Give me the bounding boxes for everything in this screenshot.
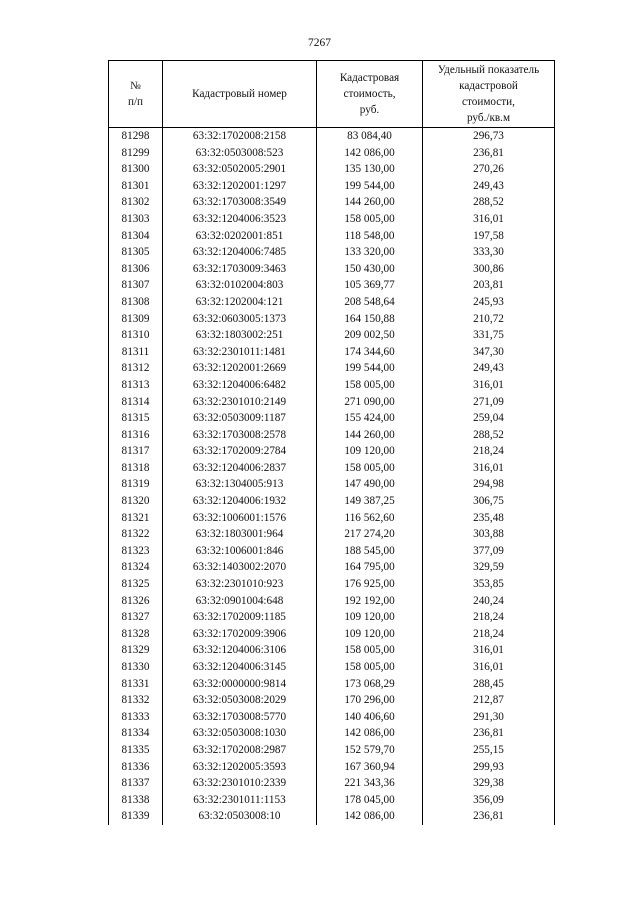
table-row (109, 775, 555, 792)
row-index: 81326 (109, 593, 163, 610)
row-index: 81314 (109, 394, 163, 411)
row-index: 81319 (109, 476, 163, 493)
cadastral-number: 63:32:1204006:2837 (163, 460, 317, 477)
row-index: 81304 (109, 228, 163, 245)
cadastral-value: 221 343,36 (317, 775, 423, 792)
table-row (109, 344, 555, 361)
cadastral-number: 63:32:0503009:1187 (163, 410, 317, 427)
cadastral-number: 63:32:0503008:10 (163, 808, 317, 825)
cadastral-value: 208 548,64 (317, 294, 423, 311)
cadastral-number: 63:32:1202001:2669 (163, 360, 317, 377)
row-index: 81334 (109, 725, 163, 742)
specific-value: 296,73 (423, 128, 555, 145)
cadastral-value: 209 002,50 (317, 327, 423, 344)
table-row (109, 792, 555, 809)
cadastral-number: 63:32:0901004:648 (163, 593, 317, 610)
cadastral-value: 149 387,25 (317, 493, 423, 510)
specific-value: 245,93 (423, 294, 555, 311)
specific-value: 249,43 (423, 360, 555, 377)
table-row (109, 244, 555, 261)
row-index: 81302 (109, 194, 163, 211)
table-row (109, 128, 555, 145)
table-row (109, 808, 555, 825)
cadastral-value: 199 544,00 (317, 178, 423, 195)
table-row (109, 759, 555, 776)
cadastral-number: 63:32:1702008:2158 (163, 128, 317, 145)
cadastral-number: 63:32:1703008:3549 (163, 194, 317, 211)
table-row (109, 427, 555, 444)
row-index: 81325 (109, 576, 163, 593)
specific-value: 329,59 (423, 559, 555, 576)
cadastral-value: 271 090,00 (317, 394, 423, 411)
cadastral-value: 133 320,00 (317, 244, 423, 261)
table-row (109, 543, 555, 560)
cadastral-value: 105 369,77 (317, 277, 423, 294)
cadastral-number: 63:32:1703008:2578 (163, 427, 317, 444)
cadastral-number: 63:32:1204006:3145 (163, 659, 317, 676)
table-row (109, 559, 555, 576)
row-index: 81318 (109, 460, 163, 477)
row-index: 81300 (109, 161, 163, 178)
cadastral-number: 63:32:1202004:121 (163, 294, 317, 311)
table-row (109, 394, 555, 411)
specific-value: 212,87 (423, 692, 555, 709)
cadastral-value: 178 045,00 (317, 792, 423, 809)
specific-value: 259,04 (423, 410, 555, 427)
table-row (109, 377, 555, 394)
cadastral-number: 63:32:0000000:9814 (163, 676, 317, 693)
cadastral-value: 158 005,00 (317, 460, 423, 477)
row-index: 81322 (109, 526, 163, 543)
specific-value: 288,52 (423, 194, 555, 211)
table-row (109, 161, 555, 178)
header-line: кадастровой (459, 80, 518, 92)
row-index: 81329 (109, 642, 163, 659)
cadastral-number: 63:32:1204006:1932 (163, 493, 317, 510)
specific-value: 218,24 (423, 443, 555, 460)
table-row (109, 742, 555, 759)
specific-value: 356,09 (423, 792, 555, 809)
cadastral-number: 63:32:1702009:1185 (163, 609, 317, 626)
specific-value: 316,01 (423, 460, 555, 477)
cadastral-value: 116 562,60 (317, 510, 423, 527)
cadastral-number: 63:32:0503008:1030 (163, 725, 317, 742)
cadastral-value: 158 005,00 (317, 377, 423, 394)
specific-value: 236,81 (423, 808, 555, 825)
row-index: 81317 (109, 443, 163, 460)
cadastral-number: 63:32:1006001:846 (163, 543, 317, 560)
specific-value: 299,93 (423, 759, 555, 776)
cadastral-number: 63:32:1006001:1576 (163, 510, 317, 527)
specific-value: 347,30 (423, 344, 555, 361)
cadastral-number: 63:32:1204006:6482 (163, 377, 317, 394)
row-index: 81301 (109, 178, 163, 195)
specific-value: 333,30 (423, 244, 555, 261)
cadastral-number: 63:32:1803002:251 (163, 327, 317, 344)
cadastral-value: 170 296,00 (317, 692, 423, 709)
row-index: 81336 (109, 759, 163, 776)
row-index: 81327 (109, 609, 163, 626)
cadastral-number: 63:32:2301010:923 (163, 576, 317, 593)
row-index: 81332 (109, 692, 163, 709)
cadastral-number: 63:32:1702009:2784 (163, 443, 317, 460)
table-row (109, 360, 555, 377)
cadastral-value: 135 130,00 (317, 161, 423, 178)
table-row (109, 659, 555, 676)
table-row (109, 261, 555, 278)
row-index: 81331 (109, 676, 163, 693)
specific-value: 240,24 (423, 593, 555, 610)
row-index: 81337 (109, 775, 163, 792)
cadastral-number: 63:32:1702009:3906 (163, 626, 317, 643)
cadastral-value: 158 005,00 (317, 659, 423, 676)
specific-value: 306,75 (423, 493, 555, 510)
specific-value: 203,81 (423, 277, 555, 294)
header-line: Кадастровая (339, 72, 400, 84)
header-line: Кадастровый номер (192, 88, 287, 100)
table-row (109, 327, 555, 344)
row-index: 81328 (109, 626, 163, 643)
header-specific-value (423, 61, 555, 128)
specific-value: 255,15 (423, 742, 555, 759)
row-index: 81316 (109, 427, 163, 444)
cadastral-value: 188 545,00 (317, 543, 423, 560)
table-row (109, 493, 555, 510)
cadastral-number: 63:32:1703009:3463 (163, 261, 317, 278)
row-index: 81321 (109, 510, 163, 527)
table-row (109, 443, 555, 460)
cadastral-value: 158 005,00 (317, 642, 423, 659)
specific-value: 300,86 (423, 261, 555, 278)
cadastral-number: 63:32:1304005:913 (163, 476, 317, 493)
specific-value: 294,98 (423, 476, 555, 493)
cadastral-number: 63:32:1204006:3523 (163, 211, 317, 228)
table-row (109, 576, 555, 593)
header-line: стоимость, (343, 88, 396, 100)
row-index: 81313 (109, 377, 163, 394)
cadastral-value: 152 579,70 (317, 742, 423, 759)
row-index: 81335 (109, 742, 163, 759)
row-index: 81338 (109, 792, 163, 809)
cadastral-value: 158 005,00 (317, 211, 423, 228)
row-index: 81323 (109, 543, 163, 560)
table-row (109, 211, 555, 228)
table-row (109, 510, 555, 527)
cadastral-number: 63:32:0202001:851 (163, 228, 317, 245)
specific-value: 288,45 (423, 676, 555, 693)
row-index: 81305 (109, 244, 163, 261)
row-index: 81324 (109, 559, 163, 576)
cadastral-value: 109 120,00 (317, 443, 423, 460)
cadastral-number: 63:32:1803001:964 (163, 526, 317, 543)
cadastral-value: 164 150,88 (317, 311, 423, 328)
cadastral-number: 63:32:1204006:7485 (163, 244, 317, 261)
row-index: 81312 (109, 360, 163, 377)
header-cadastral-number (163, 61, 317, 128)
cadastral-table (108, 60, 555, 825)
table-row (109, 311, 555, 328)
table-row (109, 194, 555, 211)
header-cadastral-value (317, 61, 423, 128)
specific-value: 288,52 (423, 427, 555, 444)
specific-value: 236,81 (423, 145, 555, 162)
page-number: 7267 (308, 37, 331, 49)
table-row (109, 626, 555, 643)
row-index: 81309 (109, 311, 163, 328)
specific-value: 249,43 (423, 178, 555, 195)
header-line: руб./кв.м (466, 112, 511, 124)
table-row (109, 277, 555, 294)
header-line: стоимости, (462, 96, 515, 108)
specific-value: 291,30 (423, 709, 555, 726)
table-row (109, 410, 555, 427)
specific-value: 316,01 (423, 211, 555, 228)
header-line: № (130, 80, 141, 92)
table-row (109, 609, 555, 626)
cadastral-number: 63:32:1703008:5770 (163, 709, 317, 726)
cadastral-value: 83 084,40 (317, 128, 423, 145)
specific-value: 316,01 (423, 659, 555, 676)
specific-value: 303,88 (423, 526, 555, 543)
specific-value: 331,75 (423, 327, 555, 344)
specific-value: 197,58 (423, 228, 555, 245)
table-body (109, 128, 555, 825)
row-index: 81308 (109, 294, 163, 311)
table-row (109, 145, 555, 162)
cadastral-number: 63:32:0503008:2029 (163, 692, 317, 709)
row-index: 81333 (109, 709, 163, 726)
table-row (109, 294, 555, 311)
specific-value: 316,01 (423, 642, 555, 659)
row-index: 81310 (109, 327, 163, 344)
cadastral-number: 63:32:1202001:1297 (163, 178, 317, 195)
row-index: 81311 (109, 344, 163, 361)
cadastral-value: 176 925,00 (317, 576, 423, 593)
cadastral-value: 167 360,94 (317, 759, 423, 776)
cadastral-value: 174 344,60 (317, 344, 423, 361)
specific-value: 377,09 (423, 543, 555, 560)
table-row (109, 228, 555, 245)
table-row (109, 709, 555, 726)
cadastral-value: 199 544,00 (317, 360, 423, 377)
cadastral-number: 63:32:2301011:1153 (163, 792, 317, 809)
specific-value: 353,85 (423, 576, 555, 593)
specific-value: 329,38 (423, 775, 555, 792)
cadastral-value: 192 192,00 (317, 593, 423, 610)
cadastral-number: 63:32:1702008:2987 (163, 742, 317, 759)
table-row (109, 642, 555, 659)
cadastral-value: 147 490,00 (317, 476, 423, 493)
table-row (109, 593, 555, 610)
specific-value: 271,09 (423, 394, 555, 411)
cadastral-value: 118 548,00 (317, 228, 423, 245)
row-index: 81339 (109, 808, 163, 825)
cadastral-value: 173 068,29 (317, 676, 423, 693)
row-index: 81298 (109, 128, 163, 145)
cadastral-value: 144 260,00 (317, 427, 423, 444)
cadastral-value: 150 430,00 (317, 261, 423, 278)
row-index: 81330 (109, 659, 163, 676)
cadastral-number: 63:32:1202005:3593 (163, 759, 317, 776)
table-header (109, 61, 555, 128)
specific-value: 270,26 (423, 161, 555, 178)
row-index: 81303 (109, 211, 163, 228)
specific-value: 316,01 (423, 377, 555, 394)
cadastral-number: 63:32:0502005:2901 (163, 161, 317, 178)
cadastral-number: 63:32:1204006:3106 (163, 642, 317, 659)
specific-value: 236,81 (423, 725, 555, 742)
specific-value: 218,24 (423, 626, 555, 643)
specific-value: 210,72 (423, 311, 555, 328)
header-line: Удельный показатель (437, 64, 540, 76)
cadastral-number: 63:32:0603005:1373 (163, 311, 317, 328)
table-row (109, 526, 555, 543)
table-row (109, 476, 555, 493)
cadastral-value: 142 086,00 (317, 145, 423, 162)
cadastral-value: 140 406,60 (317, 709, 423, 726)
header-line: руб. (359, 104, 380, 116)
row-index: 81307 (109, 277, 163, 294)
cadastral-value: 155 424,00 (317, 410, 423, 427)
cadastral-number: 63:32:2301011:1481 (163, 344, 317, 361)
row-index: 81299 (109, 145, 163, 162)
cadastral-value: 142 086,00 (317, 725, 423, 742)
table-row (109, 676, 555, 693)
cadastral-value: 142 086,00 (317, 808, 423, 825)
table-row (109, 692, 555, 709)
cadastral-value: 109 120,00 (317, 609, 423, 626)
table-row (109, 460, 555, 477)
cadastral-value: 109 120,00 (317, 626, 423, 643)
cadastral-number: 63:32:2301010:2339 (163, 775, 317, 792)
row-index: 81320 (109, 493, 163, 510)
cadastral-value: 144 260,00 (317, 194, 423, 211)
row-index: 81315 (109, 410, 163, 427)
cadastral-number: 63:32:0503008:523 (163, 145, 317, 162)
cadastral-value: 164 795,00 (317, 559, 423, 576)
header-line: п/п (127, 96, 144, 108)
table-row (109, 178, 555, 195)
row-index: 81306 (109, 261, 163, 278)
cadastral-number: 63:32:1403002:2070 (163, 559, 317, 576)
table-row (109, 725, 555, 742)
specific-value: 218,24 (423, 609, 555, 626)
cadastral-number: 63:32:2301010:2149 (163, 394, 317, 411)
cadastral-number: 63:32:0102004:803 (163, 277, 317, 294)
cadastral-value: 217 274,20 (317, 526, 423, 543)
header-index (109, 61, 163, 128)
specific-value: 235,48 (423, 510, 555, 527)
